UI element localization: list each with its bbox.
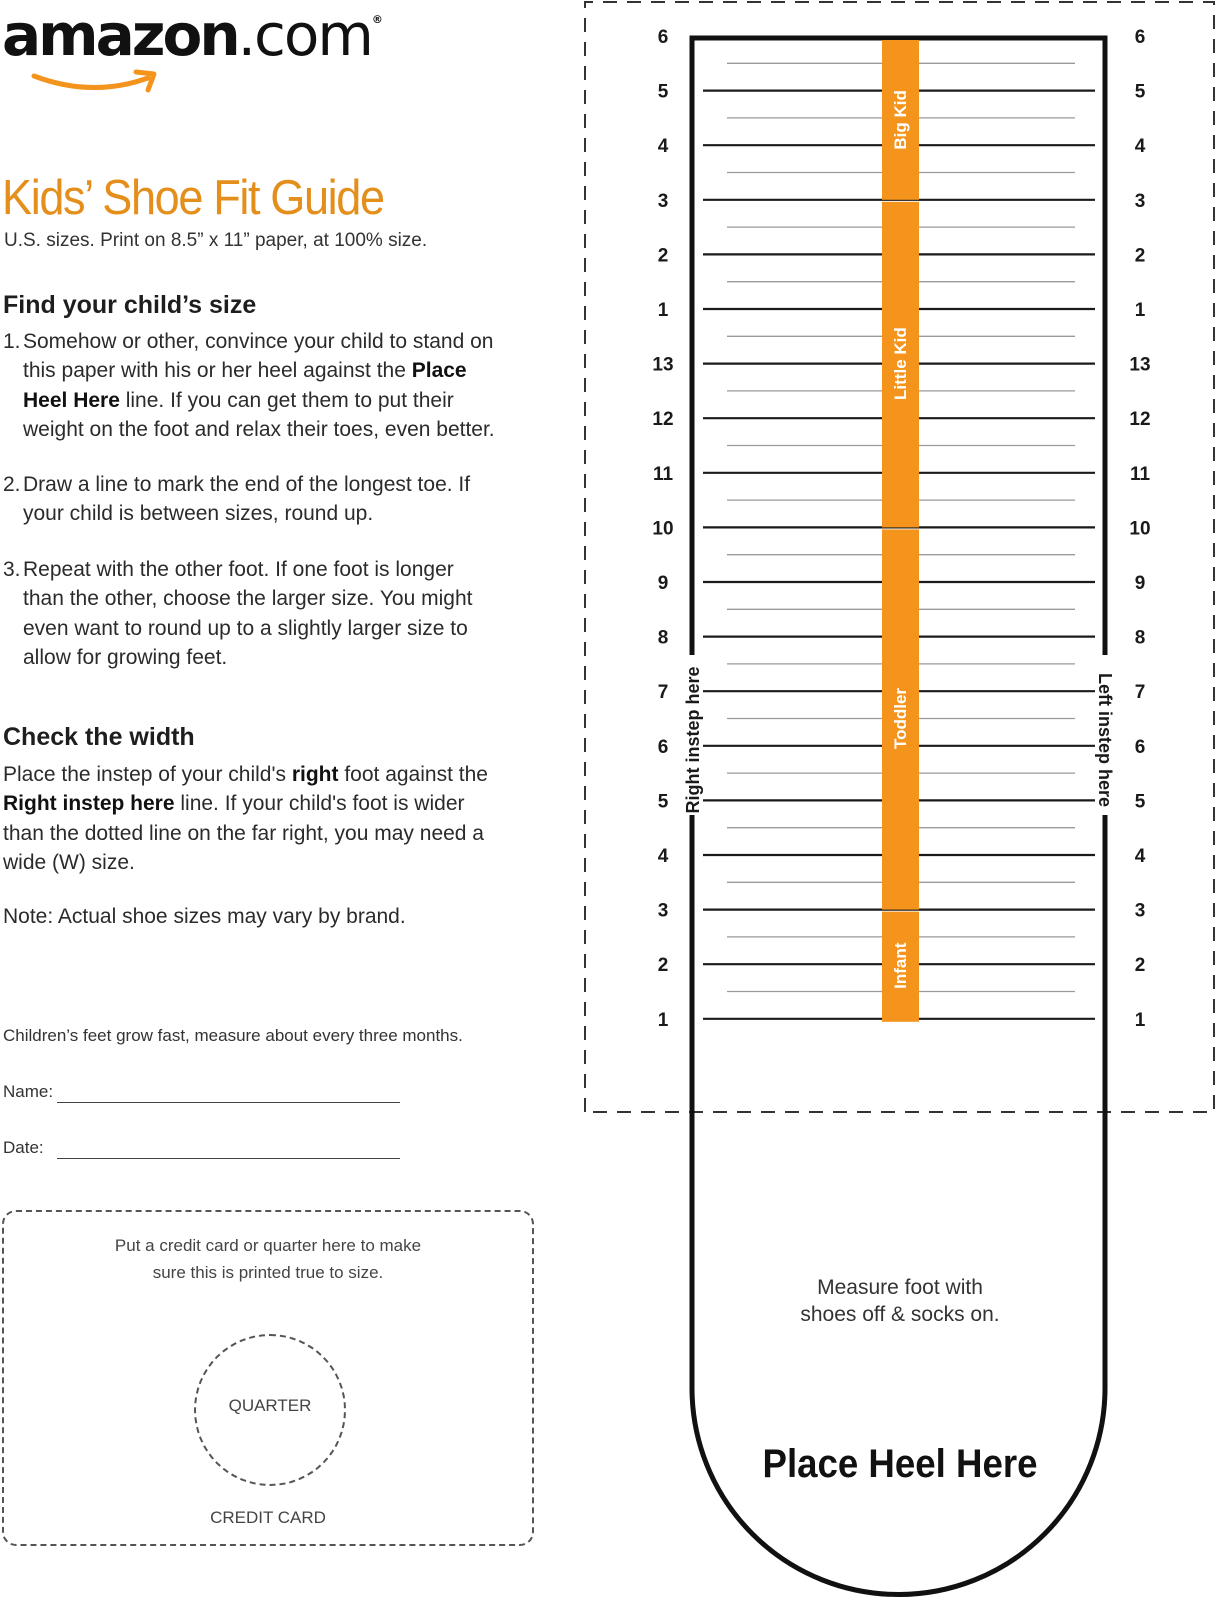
date-label: Date: xyxy=(3,1138,44,1157)
size-label: 2 xyxy=(1134,955,1146,977)
size-label: 6 xyxy=(1134,736,1146,758)
measure-note-line: Measure foot with xyxy=(817,1276,983,1299)
step-text: line. If you can get them to put their weight on the foot and relax their toes, even better. xyxy=(23,388,495,441)
size-label: 9 xyxy=(1134,573,1146,594)
step-number: 2. xyxy=(3,473,21,496)
category-label: Infant xyxy=(891,942,910,989)
width-emphasis: Right instep here xyxy=(3,792,175,816)
size-label: 12 xyxy=(652,409,674,431)
place-heel-label: Place Heel Here xyxy=(762,1442,1038,1486)
size-labels-left xyxy=(652,27,673,1031)
step-text: Draw a line to mark the end of the longest toe. If your child is between sizes, round up. xyxy=(23,473,471,526)
size-label: 10 xyxy=(1129,518,1151,540)
size-label: 13 xyxy=(652,354,674,376)
size-label: 1 xyxy=(1134,1009,1146,1031)
step-text: Repeat with the other foot. If one foot is longer than the other, choose the larger size. You might even want to round up to a slightly larger size to allow for growing feet. xyxy=(23,558,473,669)
calibration-note-line: sure this is printed true to size. xyxy=(152,1263,384,1282)
width-text: foot against the xyxy=(338,763,488,786)
find-size-heading: Find your child’s size xyxy=(3,291,257,319)
size-label: 11 xyxy=(652,463,674,485)
logo-tld: .com xyxy=(237,1,372,69)
size-label: 8 xyxy=(657,627,669,649)
size-label: 3 xyxy=(657,900,669,922)
size-label: 1 xyxy=(1134,300,1146,321)
size-label: 9 xyxy=(657,573,669,594)
brand-note: Note: Actual shoe sizes may vary by brand. xyxy=(3,905,406,928)
step-number: 1. xyxy=(3,330,21,353)
size-label: 4 xyxy=(1134,136,1146,158)
size-label: 6 xyxy=(657,736,669,758)
size-label: 10 xyxy=(652,518,674,540)
size-label: 6 xyxy=(1134,27,1146,48)
page-subtitle: U.S. sizes. Print on 8.5” x 11” paper, at 100% size. xyxy=(4,230,428,251)
size-label: 12 xyxy=(1129,409,1151,431)
size-label: 6 xyxy=(657,27,669,48)
size-label: 4 xyxy=(1134,846,1146,867)
measure-note-line: shoes off & socks on. xyxy=(800,1303,1000,1326)
quarter-label: QUARTER xyxy=(228,1396,312,1415)
left-instep-label: Left instep here xyxy=(1095,672,1115,808)
size-label: 2 xyxy=(657,245,669,267)
grow-note: Children’s feet grow fast, measure about every three months. xyxy=(3,1026,463,1045)
size-label: 5 xyxy=(1134,791,1146,813)
category-bars xyxy=(882,40,919,1022)
category-label: Toddler xyxy=(891,687,910,750)
size-label: 1 xyxy=(657,300,669,321)
size-label: 2 xyxy=(1134,245,1146,267)
size-label: 4 xyxy=(657,846,669,867)
right-instep-label: Right instep here xyxy=(683,666,703,814)
step-text: Somehow or other, convince your child to stand on this paper with his or her heel against the xyxy=(23,330,494,383)
page-title: Kids’ Shoe Fit Guide xyxy=(2,171,384,225)
logo-reg-mark: ® xyxy=(371,13,380,26)
name-label: Name: xyxy=(3,1082,54,1101)
size-label: 5 xyxy=(657,791,669,813)
width-text: Place the instep of your child's xyxy=(3,763,292,786)
size-label: 5 xyxy=(657,81,669,103)
size-labels-right xyxy=(1129,27,1150,1031)
width-emphasis: right xyxy=(291,763,339,786)
size-label: 8 xyxy=(1134,627,1146,649)
size-label: 3 xyxy=(657,190,669,212)
width-text: line. If your child's foot is wider than the dotted line on the far right, you may need a wide (W) size. xyxy=(3,792,484,874)
size-label: 3 xyxy=(1134,900,1146,922)
step-number: 3. xyxy=(3,558,21,581)
size-label: 11 xyxy=(1129,463,1151,485)
size-label: 7 xyxy=(657,682,669,704)
size-label: 13 xyxy=(1129,354,1151,376)
size-label: 2 xyxy=(657,955,669,977)
size-label: 7 xyxy=(1134,682,1146,704)
width-heading: Check the width xyxy=(3,723,195,751)
category-label: Big Kid xyxy=(891,90,910,150)
category-label: Little Kid xyxy=(891,327,910,400)
size-label: 1 xyxy=(657,1009,669,1031)
size-label: 5 xyxy=(1134,81,1146,103)
size-label: 3 xyxy=(1134,190,1146,212)
credit-card-label: CREDIT CARD xyxy=(210,1508,326,1527)
logo-brand: amazon xyxy=(2,1,238,69)
step-emphasis: Place Heel Here xyxy=(23,359,467,412)
size-label: 4 xyxy=(657,136,669,158)
calibration-note-line: Put a credit card or quarter here to make xyxy=(114,1236,422,1255)
